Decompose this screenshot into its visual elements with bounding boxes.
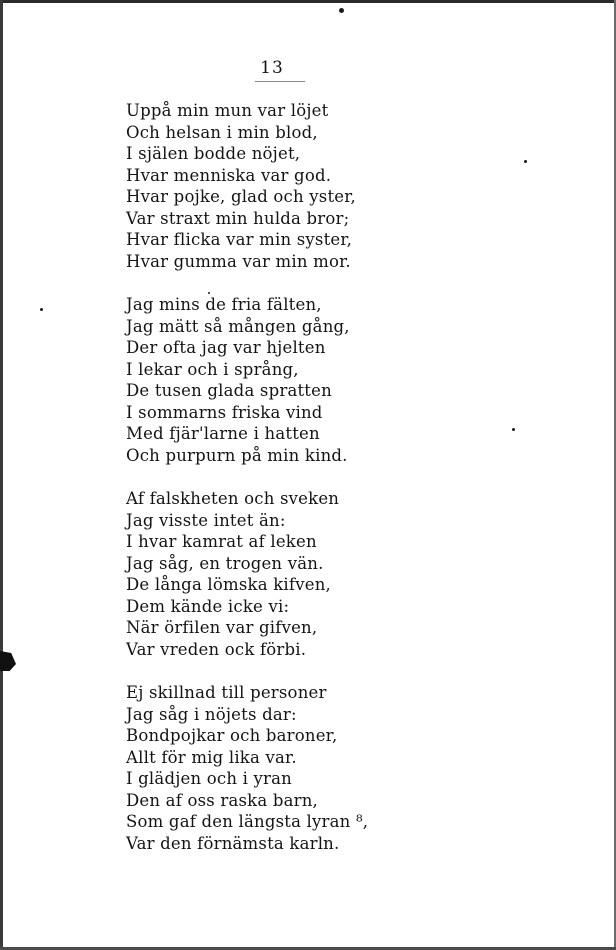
poem-line: I hvar kamrat af leken bbox=[126, 532, 317, 551]
poem-line: Var den förnämsta karln. bbox=[126, 833, 340, 853]
poem-line: Hvar pojke, glad och yster, bbox=[126, 187, 356, 206]
poem bbox=[126, 100, 396, 876]
poem-line: Och helsan i min blod, bbox=[126, 122, 318, 142]
page-number: 13 bbox=[260, 58, 284, 78]
poem-line: Jag mins de fria fälten, bbox=[126, 295, 322, 314]
poem-line: I lekar och i språng, bbox=[126, 359, 299, 379]
poem-line: Hvar flicka var min syster, bbox=[126, 230, 353, 249]
ink-speck bbox=[512, 428, 515, 431]
poem-line: Och purpurn på min kind. bbox=[126, 445, 348, 465]
poem-line: Jag visste intet än: bbox=[126, 510, 286, 530]
poem-line: Der ofta jag var hjelten bbox=[126, 338, 326, 357]
poem-line: Af falskheten och sveken bbox=[126, 489, 340, 508]
scan-edge-left bbox=[0, 0, 3, 950]
poem-line: Var straxt min hulda bror; bbox=[126, 208, 350, 228]
poem-line: I glädjen och i yran bbox=[126, 769, 292, 788]
stanza bbox=[126, 682, 396, 854]
poem-line: I själen bodde nöjet, bbox=[126, 144, 301, 163]
poem-line: Uppå min mun var löjet bbox=[126, 101, 329, 120]
poem-line: Jag såg i nöjets dar: bbox=[126, 704, 297, 724]
ink-speck bbox=[40, 308, 43, 311]
poem-line: Bondpojkar och baroner, bbox=[126, 726, 338, 745]
poem-line: Dem kände icke vi: bbox=[126, 596, 290, 616]
poem-line: I sommarns friska vind bbox=[126, 402, 323, 422]
poem-line: De tusen glada spratten bbox=[126, 381, 332, 400]
stanza bbox=[126, 294, 396, 466]
poem-line: Ej skillnad till personer bbox=[126, 683, 327, 702]
page-number-rule bbox=[255, 81, 305, 82]
ink-bleed-mark bbox=[0, 651, 16, 671]
stanza bbox=[126, 100, 396, 272]
poem-line: Hvar menniska var god. bbox=[126, 165, 332, 185]
stanza bbox=[126, 488, 396, 660]
poem-line: Den af oss raska barn, bbox=[126, 790, 318, 810]
poem-line: Var vreden ock förbi. bbox=[126, 639, 307, 659]
poem-line: Med fjär'larne i hatten bbox=[126, 424, 320, 443]
poem-line: När örfilen var gifven, bbox=[126, 618, 318, 637]
ink-speck bbox=[524, 160, 527, 163]
poem-line: Jag mätt så mången gång, bbox=[126, 316, 350, 336]
poem-line: Som gaf den längsta lyran ⁸, bbox=[126, 812, 369, 831]
scan-edge-top bbox=[0, 0, 616, 3]
poem-line: Jag såg, en trogen vän. bbox=[126, 553, 324, 573]
poem-line: Allt för mig lika var. bbox=[126, 747, 297, 767]
ink-speck bbox=[339, 8, 344, 13]
poem-line: Hvar gumma var min mor. bbox=[126, 251, 351, 271]
poem-line: De långa lömska kifven, bbox=[126, 575, 331, 594]
